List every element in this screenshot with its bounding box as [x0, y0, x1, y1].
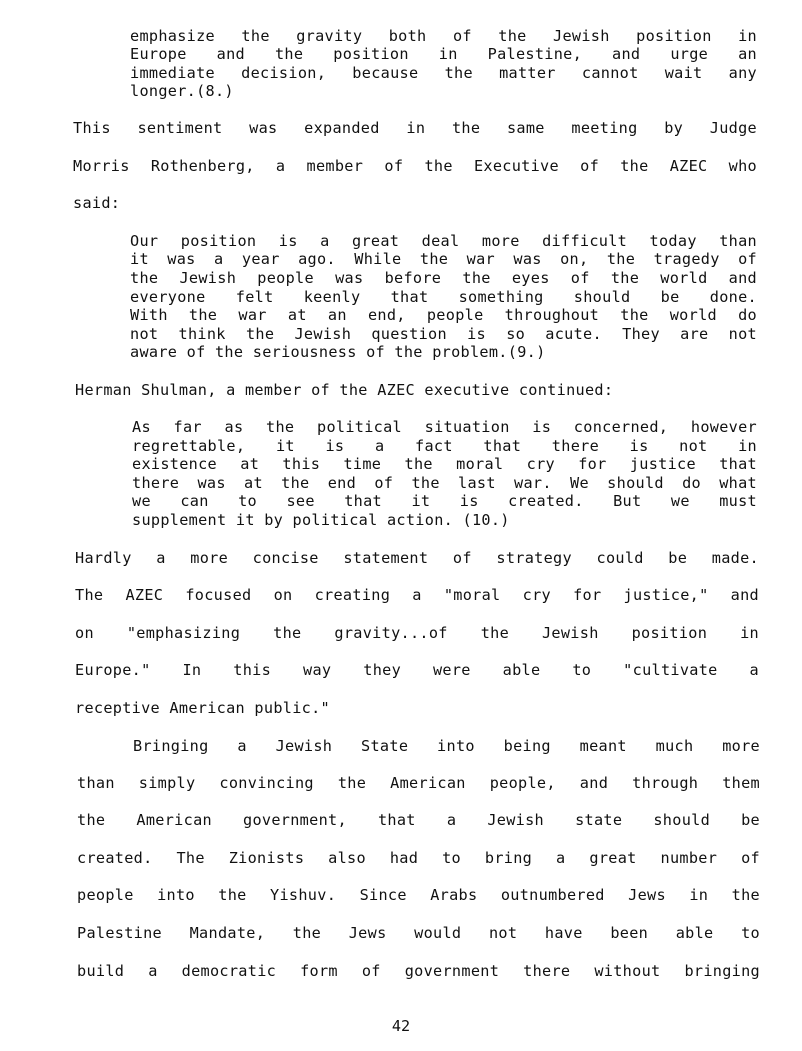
- body-line: on "emphasizing the gravity...of the Jewish position in: [75, 624, 759, 642]
- body-line: build a democratic form of government there without bringing: [77, 962, 760, 980]
- quote-line: longer.(8.): [130, 82, 234, 100]
- quote-line: supplement it by political action. (10.): [132, 511, 510, 529]
- body-line: than simply convincing the American people, and through them: [77, 774, 760, 792]
- body-line: Europe." In this way they were able to "cultivate a: [75, 661, 759, 679]
- quote-line: With the war at an end, people throughout the world do: [130, 306, 757, 324]
- body-line: Morris Rothenberg, a member of the Executive of the AZEC who: [73, 157, 757, 175]
- body-line: Herman Shulman, a member of the AZEC executive continued:: [75, 381, 614, 399]
- quote-line: As far as the political situation is concerned, however: [132, 418, 757, 436]
- quote-line: not think the Jewish question is so acute. They are not: [130, 325, 757, 343]
- quote-line: regrettable, it is a fact that there is not in: [132, 437, 757, 455]
- body-line: the American government, that a Jewish state should be: [77, 811, 760, 829]
- quote-line: everyone felt keenly that something should be done.: [130, 288, 757, 306]
- body-line: Palestine Mandate, the Jews would not have been able to: [77, 924, 760, 942]
- body-line: This sentiment was expanded in the same meeting by Judge: [73, 119, 757, 137]
- quote-line: it was a year ago. While the war was on, the tragedy of: [130, 250, 757, 268]
- quote-line: there was at the end of the last war. We should do what: [132, 474, 757, 492]
- quote-line: emphasize the gravity both of the Jewish position in: [130, 27, 757, 45]
- quote-line: Our position is a great deal more difficult today than: [130, 232, 757, 250]
- quote-line: Europe and the position in Palestine, and urge an: [130, 45, 757, 63]
- body-line: Hardly a more concise statement of strategy could be made.: [75, 549, 759, 567]
- quote-line: immediate decision, because the matter cannot wait any: [130, 64, 757, 82]
- quote-line: aware of the seriousness of the problem.(9.): [130, 343, 546, 361]
- quote-line: we can to see that it is created. But we must: [132, 492, 757, 510]
- body-line: people into the Yishuv. Since Arabs outnumbered Jews in the: [77, 886, 760, 904]
- body-line: Bringing a Jewish State into being meant much more: [133, 737, 760, 755]
- quote-line: existence at this time the moral cry for justice that: [132, 455, 757, 473]
- body-line: The AZEC focused on creating a "moral cry for justice," and: [75, 586, 759, 604]
- body-line: receptive American public.": [75, 699, 330, 717]
- body-line: said:: [73, 194, 121, 212]
- quote-line: the Jewish people was before the eyes of the world and: [130, 269, 757, 287]
- page-number: 42: [391, 1017, 411, 1035]
- body-line: created. The Zionists also had to bring a great number of: [77, 849, 760, 867]
